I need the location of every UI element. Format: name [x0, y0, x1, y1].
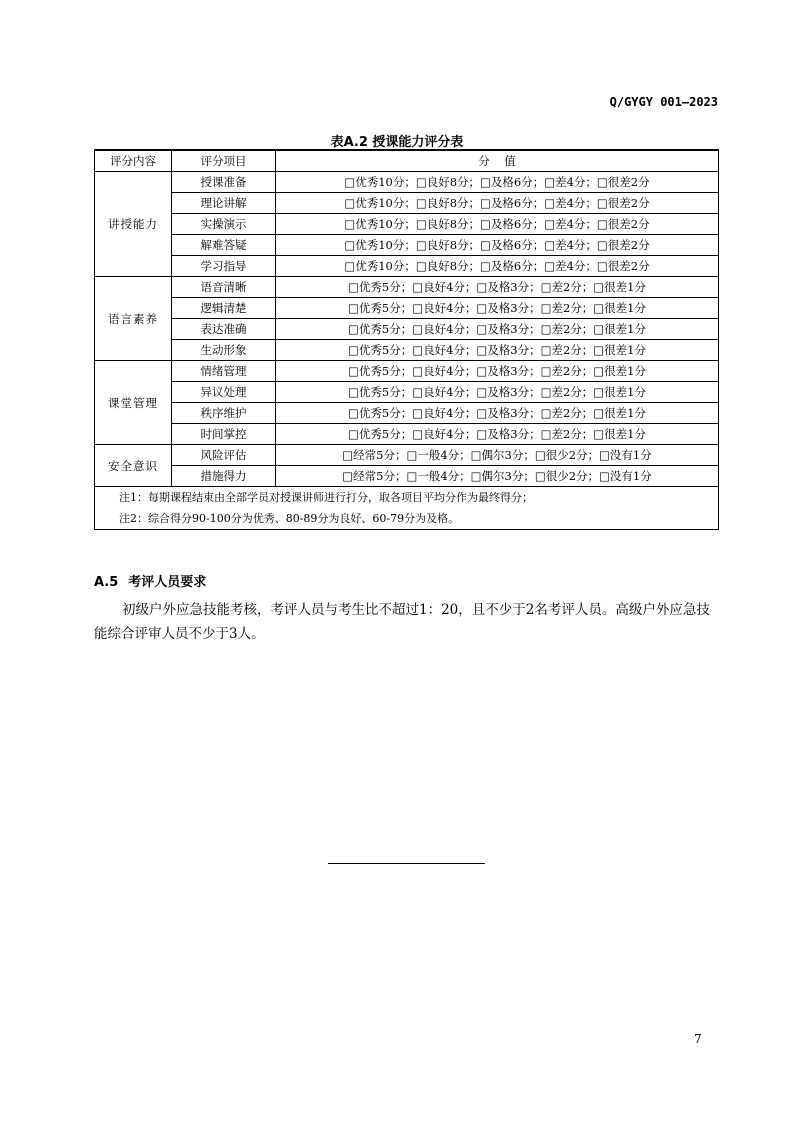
item-cell: 学习指导	[172, 256, 276, 277]
table-row	[95, 277, 719, 298]
score-cell: □优秀5分；□良好4分；□及格3分；□差2分；□很差1分	[276, 319, 719, 340]
score-cell: □优秀10分；□良好8分；□及格6分；□差4分；□很差2分	[276, 256, 719, 277]
item-cell: 理论讲解	[172, 193, 276, 214]
table-row	[95, 214, 719, 235]
item-cell: 语音清晰	[172, 277, 276, 298]
table-row	[95, 403, 719, 424]
table-row	[95, 445, 719, 466]
table-row	[95, 319, 719, 340]
score-cell: □优秀5分；□良好4分；□及格3分；□差2分；□很差1分	[276, 403, 719, 424]
item-cell: 风险评估	[172, 445, 276, 466]
column-header-item: 评分项目	[172, 150, 276, 172]
table-row	[95, 235, 719, 256]
notes-row	[95, 487, 719, 530]
score-cell: □经常5分；□一般4分；□偶尔3分；□很少2分；□没有1分	[276, 445, 719, 466]
table-row	[95, 193, 719, 214]
section-paragraph: 初级户外应急技能考核，考评人员与考生比不超过1：20，且不少于2名考评人员。高级户外应急技能综合评审人员不少于3人。	[94, 602, 710, 642]
score-cell: □优秀5分；□良好4分；□及格3分；□差2分；□很差1分	[276, 382, 719, 403]
table-row	[95, 256, 719, 277]
note-2: 注2：综合得分90-100分为优秀、80-89分为良好、60-79分为及格。	[119, 512, 460, 525]
table-row	[95, 466, 719, 487]
item-cell: 秩序维护	[172, 403, 276, 424]
item-cell: 情绪管理	[172, 361, 276, 382]
scoring-table	[94, 149, 719, 530]
item-cell: 授课准备	[172, 172, 276, 193]
score-cell: □优秀5分；□良好4分；□及格3分；□差2分；□很差1分	[276, 277, 719, 298]
table-title: 表A.2 授课能力评分表	[330, 135, 464, 150]
note-1: 注1：每期课程结束由全部学员对授课讲师进行打分，取各项目平均分作为最终得分；	[119, 491, 533, 504]
category-cell: 安全意识	[95, 445, 172, 487]
item-cell: 时间掌控	[172, 424, 276, 445]
item-cell: 表达准确	[172, 319, 276, 340]
column-header-score: 分 值	[276, 150, 719, 172]
section-title: 考评人员要求	[128, 575, 207, 590]
score-cell: □经常5分；□一般4分；□偶尔3分；□很少2分；□没有1分	[276, 466, 719, 487]
score-cell: □优秀5分；□良好4分；□及格3分；□差2分；□很差1分	[276, 424, 719, 445]
table-row	[95, 361, 719, 382]
score-cell: □优秀10分；□良好8分；□及格6分；□差4分；□很差2分	[276, 214, 719, 235]
notes-cell	[95, 487, 719, 530]
item-cell: 生动形象	[172, 340, 276, 361]
category-cell: 讲授能力	[95, 172, 172, 277]
item-cell: 措施得力	[172, 466, 276, 487]
table-header-row	[95, 150, 719, 172]
score-cell: □优秀5分；□良好4分；□及格3分；□差2分；□很差1分	[276, 340, 719, 361]
page-number: 7	[694, 1032, 702, 1046]
score-cell: □优秀10分；□良好8分；□及格6分；□差4分；□很差2分	[276, 172, 719, 193]
score-cell: □优秀5分；□良好4分；□及格3分；□差2分；□很差1分	[276, 361, 719, 382]
section-heading	[94, 571, 206, 590]
category-cell: 课堂管理	[95, 361, 172, 445]
score-cell: □优秀5分；□良好4分；□及格3分；□差2分；□很差1分	[276, 298, 719, 319]
table-row	[95, 298, 719, 319]
item-cell: 实操演示	[172, 214, 276, 235]
item-cell: 异议处理	[172, 382, 276, 403]
item-cell: 逻辑清楚	[172, 298, 276, 319]
table-row	[95, 382, 719, 403]
table-row	[95, 340, 719, 361]
score-cell: □优秀10分；□良好8分；□及格6分；□差4分；□很差2分	[276, 193, 719, 214]
section-number: A.5	[94, 575, 119, 590]
column-header-category: 评分内容	[95, 150, 172, 172]
score-cell: □优秀10分；□良好8分；□及格6分；□差4分；□很差2分	[276, 235, 719, 256]
table-row	[95, 172, 719, 193]
table-row	[95, 424, 719, 445]
end-of-document-rule	[328, 863, 485, 864]
item-cell: 解难答疑	[172, 235, 276, 256]
document-code: Q/GYGY 001—2023	[609, 95, 718, 109]
category-cell: 语言素养	[95, 277, 172, 361]
